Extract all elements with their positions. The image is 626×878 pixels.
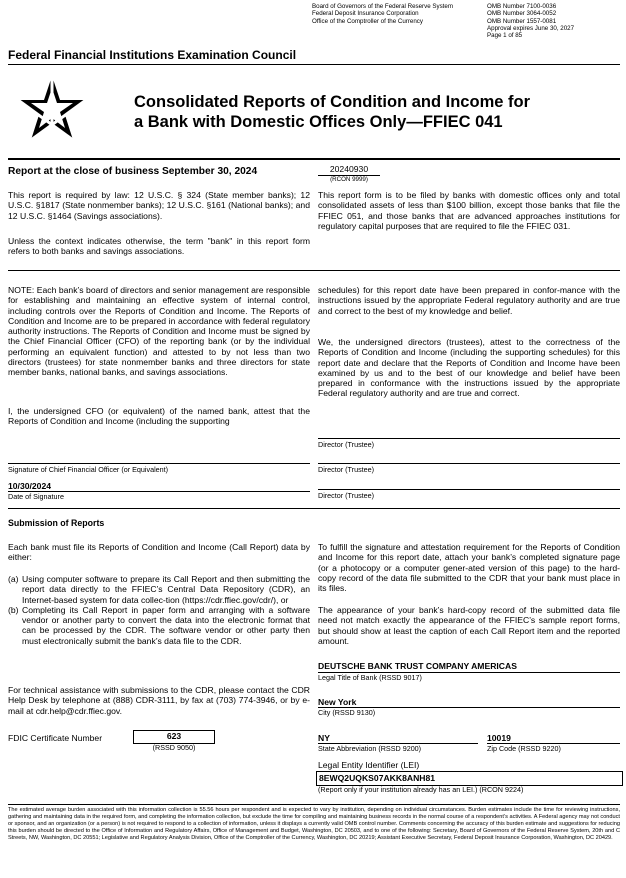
fdic-cert-code: (RSSD 9050) — [152, 743, 196, 752]
signature-date-label: Date of Signature — [8, 492, 64, 501]
report-date-code: (RCON 9999) — [330, 175, 368, 183]
bank-legal-title[interactable]: DEUTSCHE BANK TRUST COMPANY AMERICAS — [318, 661, 517, 671]
approval-expiration: Approval expires June 30, 2027 — [487, 24, 575, 32]
filing-scope-paragraph: This report form is to be filed by banks with domestic offices only and total consolidated assets of less than $100 billion, except those banks that file the FFIEC 051, and those banks that are advanced approaches institutions for regulatory capital purposes that are required to file the FFIEC 031. — [318, 190, 620, 231]
page-number: Page 1 of 85 — [487, 32, 523, 40]
report-date-value: 20240930 — [329, 164, 369, 174]
fdic-cert-value: 623 — [166, 731, 182, 741]
agency-occ: Office of the Comptroller of the Currency — [312, 17, 423, 25]
option-a-text: Using computer software to prepare its Call Report and then submitting the report data directly to the FFIEC’s Central Data Repository (CDR), an Internet-based system for data collec-tion (https://cdr.ffiec.gov/cdr/), or — [22, 574, 310, 605]
directors-attest-paragraph: We, the undersigned directors (trustees), attest to the correctness of the Reports of Condition and Income (including the supporting schedules) for this report date and declare that the Reports of Condition and Income have been examined by us and to the best of our knowledge and belief have been prepared in conformance with the instructions issued by the appropriate Federal regulatory authority and are true and correct. — [318, 337, 620, 399]
agency-frb: Board of Governors of the Federal Reserve System — [312, 3, 454, 10]
director-label-1: Director (Trustee) — [318, 440, 375, 449]
bank-zip[interactable]: 10019 — [487, 733, 511, 743]
council-name: Federal Financial Institutions Examination Council — [8, 48, 297, 62]
agency-list — [312, 3, 482, 25]
submission-intro: Each bank must file its Reports of Condition and Income (Call Report) data by either: — [8, 542, 310, 563]
omb-info — [487, 3, 617, 39]
bank-zip-label: Zip Code (RSSD 9220) — [487, 744, 561, 753]
fdic-cert-label: FDIC Certificate Number — [8, 733, 103, 743]
title-line-2: a Bank with Domestic Offices Only—FFIEC 041 — [134, 113, 503, 131]
cfo-attest-continued: schedules) for this report date have been prepared in confor-mance with the instructions issued by the appropriate Federal regulatory authority and are true and correct to the best of my knowledge and belief. — [318, 285, 620, 316]
lei-box[interactable] — [316, 771, 623, 786]
omb-number-frb: OMB Number 7100-0036 — [487, 3, 557, 10]
submission-options — [8, 574, 310, 646]
option-b — [8, 605, 310, 646]
ffiec-star-logo-icon — [12, 72, 92, 148]
agency-fdic: Federal Deposit Insurance Corporation — [312, 10, 419, 18]
bank-legal-title-label: Legal Title of Bank (RSSD 9017) — [318, 673, 422, 682]
cfo-attest-paragraph: I, the undersigned CFO (or equivalent) of the named bank, attest that the Reports of Condition and Income (including the supporting — [8, 406, 310, 427]
omb-number-fdic: OMB Number 3064-0052 — [487, 10, 557, 18]
bank-term-paragraph: Unless the context indicates otherwise, the term "bank" in this report form refers to both banks and savings associations. — [8, 236, 310, 257]
tech-assistance-paragraph: For technical assistance with submissions to the CDR, please contact the CDR Help Desk by telephone at (888) CDR-3111, by fax at (703) 774-3946, or by e-mail at cdr.help@cdr.ffiec.gov. — [8, 685, 310, 716]
option-b-text: Completing its Call Report in paper form and arranging with a software vendor or another party to convert the data into the electronic format that can be processed by the CDR. The software vendor or other party then must electronically submit the bank’s data file to the CDR. — [22, 604, 310, 646]
lei-heading: Legal Entity Identifier (LEI) — [318, 760, 420, 770]
director-label-3: Director (Trustee) — [318, 491, 375, 500]
fdic-cert-box[interactable] — [133, 730, 215, 743]
attestation-instructions: To fulfill the signature and attestation requirement for the Reports of Condition and Income for this report date, attach your bank’s completed signature page (or a photocopy or a computer gener-ated version of this page) to the hard-copy record of the data file submitted to the CDR that your bank must place in its files. — [318, 542, 620, 594]
bank-city[interactable]: New York — [318, 697, 357, 707]
bank-state[interactable]: NY — [318, 733, 330, 743]
signature-date-value[interactable]: 10/30/2024 — [8, 481, 52, 491]
lei-note: (Report only if your institution already has an LEI.) (RCON 9224) — [318, 785, 524, 794]
report-date-heading: Report at the close of business September 30, 2024 — [8, 166, 258, 177]
law-paragraph: This report is required by law: 12 U.S.C. § 324 (State member banks); 12 U.S.C. §1817 (State nonmember banks); 12 U.S.C. §161 (National banks); and 12 U.S.C. §1464 (Savings associations). — [8, 190, 310, 221]
director-label-2: Director (Trustee) — [318, 465, 375, 474]
hardcopy-appearance-paragraph: The appearance of your bank’s hard-copy record of the submitted data file need not match exactly the appearance of the FFIEC’s sample report forms, but should show at least the caption of each Call Report item and the reported amount. — [318, 605, 620, 646]
option-a — [8, 574, 310, 605]
page-title — [134, 92, 530, 132]
omb-number-occ: OMB Number 1557-0081 — [487, 17, 557, 25]
report-date-field — [318, 165, 380, 183]
ffiec-logo — [12, 72, 92, 148]
bank-city-label: City (RSSD 9130) — [318, 708, 376, 717]
title-line-1: Consolidated Reports of Condition and Income for — [134, 93, 530, 111]
lei-value: 8EWQ2UQKS07AKK8ANH81 — [319, 773, 436, 783]
burden-statement: The estimated average burden associated with this information collection is 55.56 hours per respondent and is expected to vary by institution, depending on individual circumstances. Burden estimates include the time for reviewing instructions, gathering and maintaining data in the required form, and completing the information collection, but exclude the time for compiling and maintaining business records in the normal course of a respondent’s activities. A Federal agency may not conduct or sponsor, and an organization (or a person) is not required to respond to a collection of information, unless it displays a currently valid OMB control number. Comments concerning the accuracy of this burden estimate and suggestions for reducing this burden should be directed to the Office of Information and Regulatory Affairs, Office of Management and Budget, Washington, DC 20503, and to one of the following: Secretary, Board of Governors of the Federal Reserve System, 20th and C Streets, NW, Washington, DC 20551; Legislative and Regulatory Analysis Division, Office of the Comptroller of the Currency, Washington, DC 20219; Assistant Executive Secretary, Federal Deposit Insurance Corporation, Washington, DC 20429. — [8, 807, 620, 842]
submission-heading: Submission of Reports — [8, 518, 105, 528]
option-a-marker: (a) — [8, 574, 19, 584]
option-b-marker: (b) — [8, 604, 19, 615]
note-paragraph: NOTE: Each bank’s board of directors and senior management are responsible for establishing and maintaining an effective system of internal control, including controls over the Reports of Condition and Income. The Reports of Condition and Income are to be prepared in accordance with federal regulatory authority instructions. The Reports of Condition and Income must be signed by the Chief Financial Officer (CFO) of the reporting bank (or by the individual performing an equivalent function) and attested to by not less than two directors (trustees) for state nonmember banks and three directors for state member banks, national banks, and savings associations. — [8, 285, 310, 378]
cfo-signature-label: Signature of Chief Financial Officer (or Equivalent) — [8, 465, 169, 474]
bank-state-label: State Abbreviation (RSSD 9200) — [318, 744, 422, 753]
